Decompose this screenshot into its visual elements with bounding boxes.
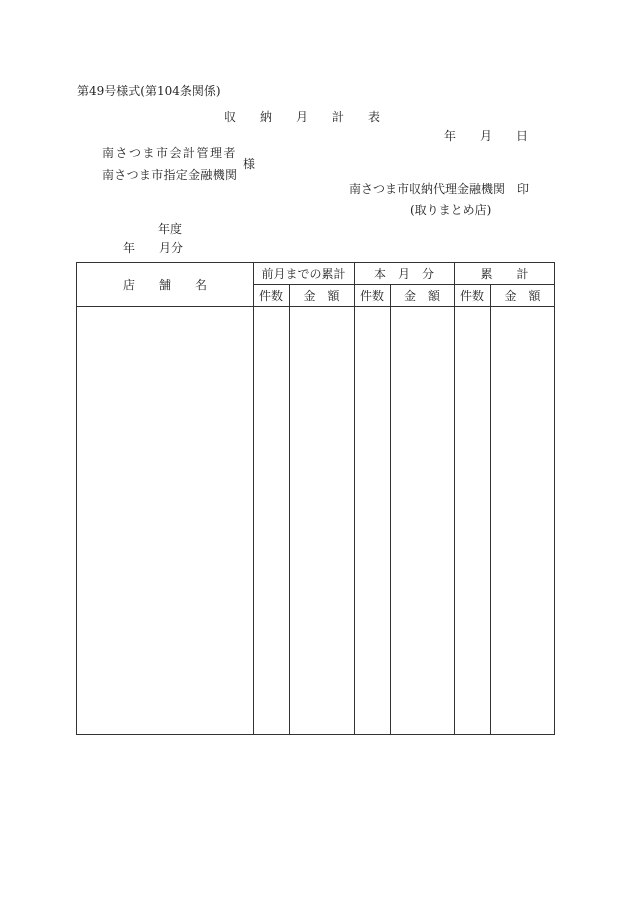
prev-count-header: 件数 [258,289,283,303]
header-subdivider [253,284,554,285]
cumulative-amount-header: 金 額 [504,289,541,303]
issuer-line: 南さつま市収納代理金融機関 印 [349,182,530,196]
honorific: 様 [243,157,256,171]
document-title: 収 納 月 計 表 [224,110,381,124]
issuer-sub-line: (取りまとめ店) [410,203,492,217]
addressee-bank: 南さつま市指定金融機関 [102,168,238,182]
table-body [77,307,554,734]
summary-table [76,262,555,735]
year-month-label: 年 月分 [123,241,184,255]
form-number: 第49号様式(第104条関係) [77,84,221,98]
prev-amount-header: 金 額 [303,289,340,303]
prev-cumulative-header: 前月までの累計 [261,267,346,281]
store-name-header: 店 舗 名 [122,278,207,292]
fiscal-year-label: 年度 [158,222,183,236]
cumulative-header: 累 計 [480,267,529,281]
date-line: 年 月 日 [444,129,529,143]
this-month-amount-header: 金 額 [403,289,440,303]
this-month-count-header: 件数 [359,289,384,303]
addressee-treasurer: 南さつま市会計管理者 [102,146,238,160]
this-month-header: 本 月 分 [373,267,434,281]
cumulative-count-header: 件数 [459,289,484,303]
